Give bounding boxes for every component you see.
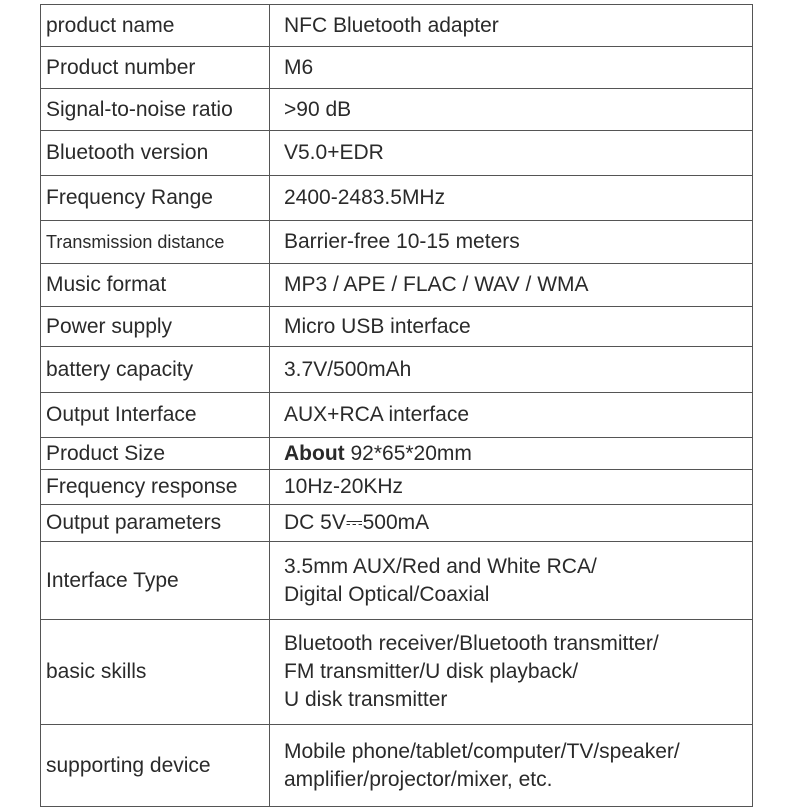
spec-value-line: 10Hz-20KHz	[284, 475, 404, 498]
spec-row	[41, 131, 753, 176]
spec-label: Frequency response	[41, 470, 270, 505]
spec-value-line: Barrier-free 10-15 meters	[284, 230, 520, 253]
spec-row	[41, 393, 753, 438]
spec-label: Power supply	[41, 307, 270, 347]
spec-value-line: 2400-2483.5MHz	[284, 186, 446, 209]
spec-label: Product number	[41, 47, 270, 89]
spec-row	[41, 5, 753, 47]
spec-row	[41, 47, 753, 89]
spec-value-line: Bluetooth receiver/Bluetooth transmitter/	[284, 632, 659, 655]
spec-value-line: Micro USB interface	[284, 314, 471, 338]
spec-value	[270, 505, 753, 542]
spec-row	[41, 221, 753, 264]
spec-value-line: DC 5V⎓500mA	[284, 511, 430, 534]
spec-label: Product Size	[41, 438, 270, 470]
spec-value	[270, 264, 753, 307]
spec-label: battery capacity	[41, 347, 270, 393]
spec-value	[270, 307, 753, 347]
spec-value	[270, 5, 753, 47]
spec-value-line: U disk transmitter	[284, 688, 448, 711]
spec-label: Signal-to-noise ratio	[41, 89, 270, 131]
spec-label: supporting device	[41, 725, 270, 807]
spec-row	[41, 307, 753, 347]
spec-row	[41, 176, 753, 221]
size-prefix: About	[284, 441, 345, 465]
spec-value	[270, 47, 753, 89]
spec-row	[41, 89, 753, 131]
spec-label: Bluetooth version	[41, 131, 270, 176]
spec-label: Interface Type	[41, 542, 270, 620]
spec-value-line: NFC Bluetooth adapter	[284, 13, 499, 37]
spec-value-line: Digital Optical/Coaxial	[284, 582, 490, 606]
spec-value-line: 92*65*20mm	[350, 441, 472, 465]
spec-value-line: MP3 / APE / FLAC / WAV / WMA	[284, 273, 589, 296]
spec-label: Output parameters	[41, 505, 270, 542]
spec-value	[270, 725, 753, 807]
spec-value-line: amplifier/projector/mixer, etc.	[284, 767, 553, 791]
spec-row	[41, 438, 753, 470]
spec-value-line: M6	[284, 55, 314, 79]
spec-value	[270, 89, 753, 131]
spec-label: Music format	[41, 264, 270, 307]
spec-value-line: FM transmitter/U disk playback/	[284, 660, 579, 683]
spec-value	[270, 131, 753, 176]
spec-value	[270, 438, 753, 470]
spec-value	[270, 542, 753, 620]
spec-label: Frequency Range	[41, 176, 270, 221]
spec-value-line: Mobile phone/tablet/computer/TV/speaker/	[284, 739, 680, 763]
spec-value-line: 3.7V/500mAh	[284, 357, 412, 381]
spec-value	[270, 393, 753, 438]
spec-row	[41, 347, 753, 393]
spec-row	[41, 505, 753, 542]
spec-label: Transmission distance	[41, 221, 270, 264]
spec-row	[41, 542, 753, 620]
spec-value-line: >90 dB	[284, 97, 352, 121]
spec-value	[270, 347, 753, 393]
spec-row	[41, 470, 753, 505]
spec-row	[41, 264, 753, 307]
spec-label: product name	[41, 5, 270, 47]
spec-value-line: AUX+RCA interface	[284, 403, 470, 426]
spec-label: basic skills	[41, 620, 270, 725]
spec-table	[40, 4, 753, 807]
spec-value	[270, 620, 753, 725]
spec-value-line: 3.5mm AUX/Red and White RCA/	[284, 554, 597, 578]
spec-value	[270, 221, 753, 264]
spec-value-line: V5.0+EDR	[284, 141, 384, 164]
spec-value	[270, 176, 753, 221]
spec-value	[270, 470, 753, 505]
spec-row	[41, 620, 753, 725]
spec-row	[41, 725, 753, 807]
spec-label: Output Interface	[41, 393, 270, 438]
